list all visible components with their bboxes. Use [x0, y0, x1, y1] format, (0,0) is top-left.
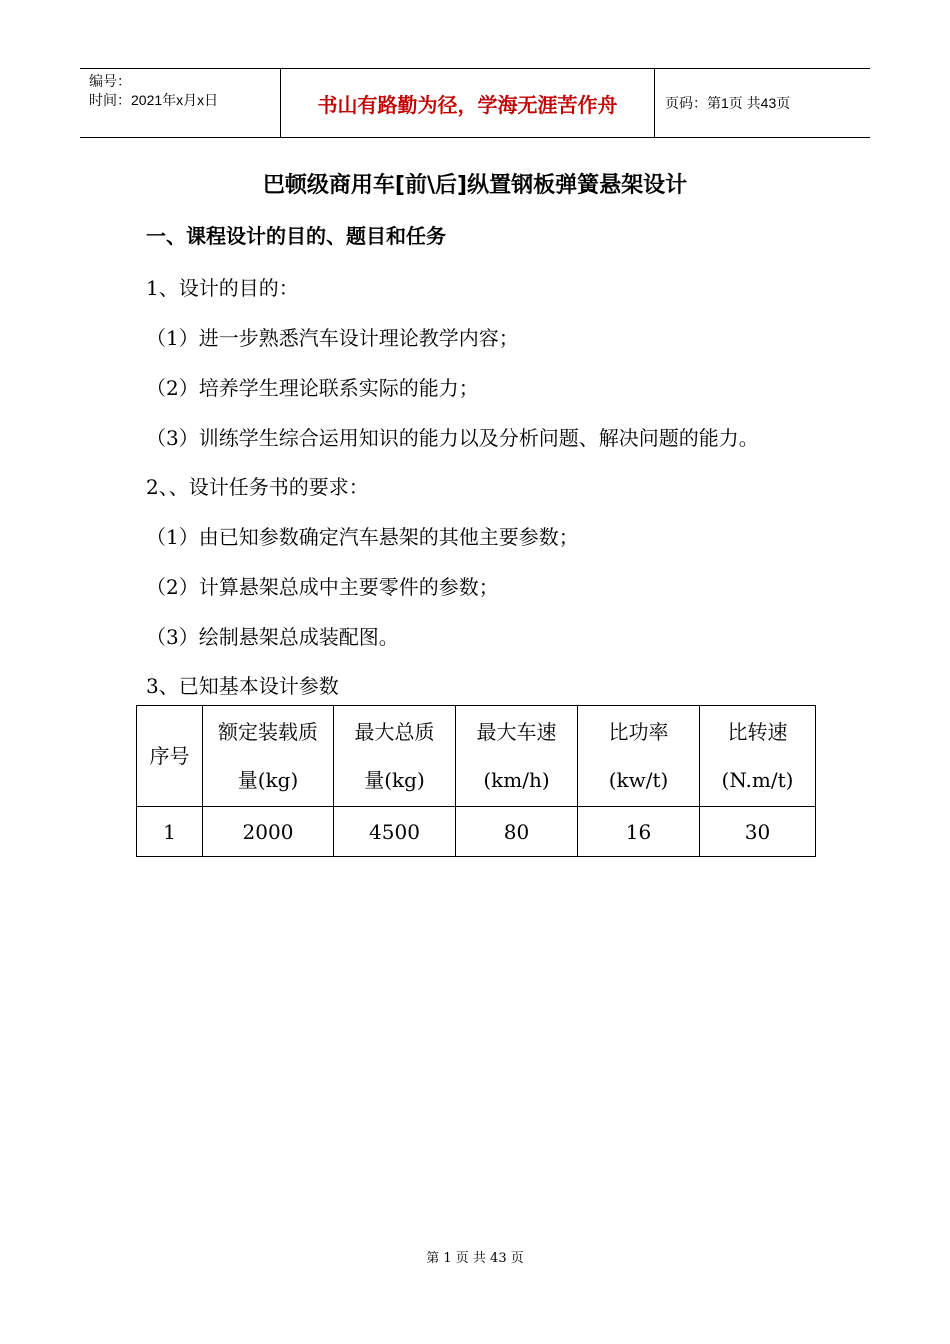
header-cell: 比转速 (N.m/t) — [700, 706, 816, 807]
list-item: （2）计算悬架总成中主要零件的参数； — [146, 575, 499, 599]
parameters-table — [136, 705, 816, 857]
list-item: （1）进一步熟悉汽车设计理论教学内容； — [146, 326, 519, 350]
header-cell: 最大车速 (km/h) — [456, 706, 578, 807]
list-item: （1）由已知参数确定汽车悬架的其他主要参数； — [146, 525, 579, 549]
header-meta — [80, 69, 281, 137]
table-header-row — [137, 706, 816, 807]
header-cell: 最大总质 量(kg) — [334, 706, 456, 807]
subheading-requirements: 2、、设计任务书的要求： — [146, 475, 369, 499]
table-cell: 1 — [137, 807, 203, 857]
table-cell: 2000 — [203, 807, 334, 857]
list-item: （3）绘制悬架总成装配图。 — [146, 625, 399, 649]
list-item: （2）培养学生理论联系实际的能力； — [146, 376, 479, 400]
subheading-purpose: 1、设计的目的： — [146, 276, 299, 300]
table-cell: 16 — [578, 807, 700, 857]
time-label: 时间：2021年x月x日 — [89, 92, 219, 108]
page-footer: 第 1 页 共 43 页 — [426, 1251, 524, 1266]
document-header — [80, 68, 870, 138]
header-cell: 额定装载质 量(kg) — [203, 706, 334, 807]
section-heading: 一、课程设计的目的、题目和任务 — [146, 224, 446, 248]
document-title: 巴顿级商用车[前\后]纵置钢板弹簧悬架设计 — [262, 173, 688, 198]
header-cell: 比功率 (kw/t) — [578, 706, 700, 807]
number-label: 编号： — [89, 73, 131, 89]
subheading-parameters: 3、已知基本设计参数 — [146, 674, 339, 698]
table-cell: 30 — [700, 807, 816, 857]
header-cell: 序号 — [137, 706, 203, 807]
header-motto: 书山有路勤为径，学海无涯苦作舟 — [281, 69, 655, 137]
header-page-info: 页码：第1页 共43页 — [665, 95, 791, 111]
table-cell: 4500 — [334, 807, 456, 857]
table-row — [137, 807, 816, 857]
table-cell: 80 — [456, 807, 578, 857]
list-item: （3）训练学生综合运用知识的能力以及分析问题、解决问题的能力。 — [146, 426, 759, 450]
